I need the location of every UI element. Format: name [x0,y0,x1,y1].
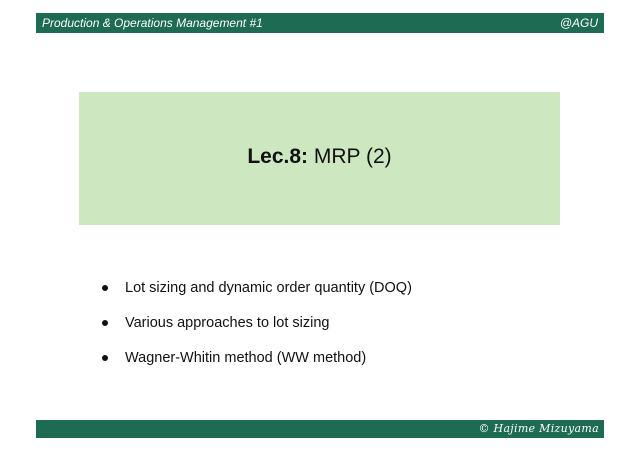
title-box [79,92,560,225]
course-title: Production & Operations Management #1 [42,16,263,30]
copyright-text: © Hajime Mizuyama [478,422,599,435]
bullet-icon [102,355,108,361]
bullet-text: Lot sizing and dynamic order quantity (DOQ) [125,280,412,296]
bullet-icon [102,285,108,291]
bullet-list [100,278,412,383]
header-bar [36,13,604,33]
lecture-topic: MRP (2) [313,144,392,168]
slide-title [247,145,391,169]
bullet-text: Wagner-Whitin method (WW method) [125,350,367,366]
footer-bar [36,420,604,438]
bullet-icon [102,320,108,326]
bullet-item [100,348,412,383]
lecture-number: Lec.8: [247,144,309,168]
bullet-item [100,313,412,348]
bullet-item [100,278,412,313]
institution-label: @AGU [559,16,598,30]
bullet-text: Various approaches to lot sizing [125,315,330,331]
